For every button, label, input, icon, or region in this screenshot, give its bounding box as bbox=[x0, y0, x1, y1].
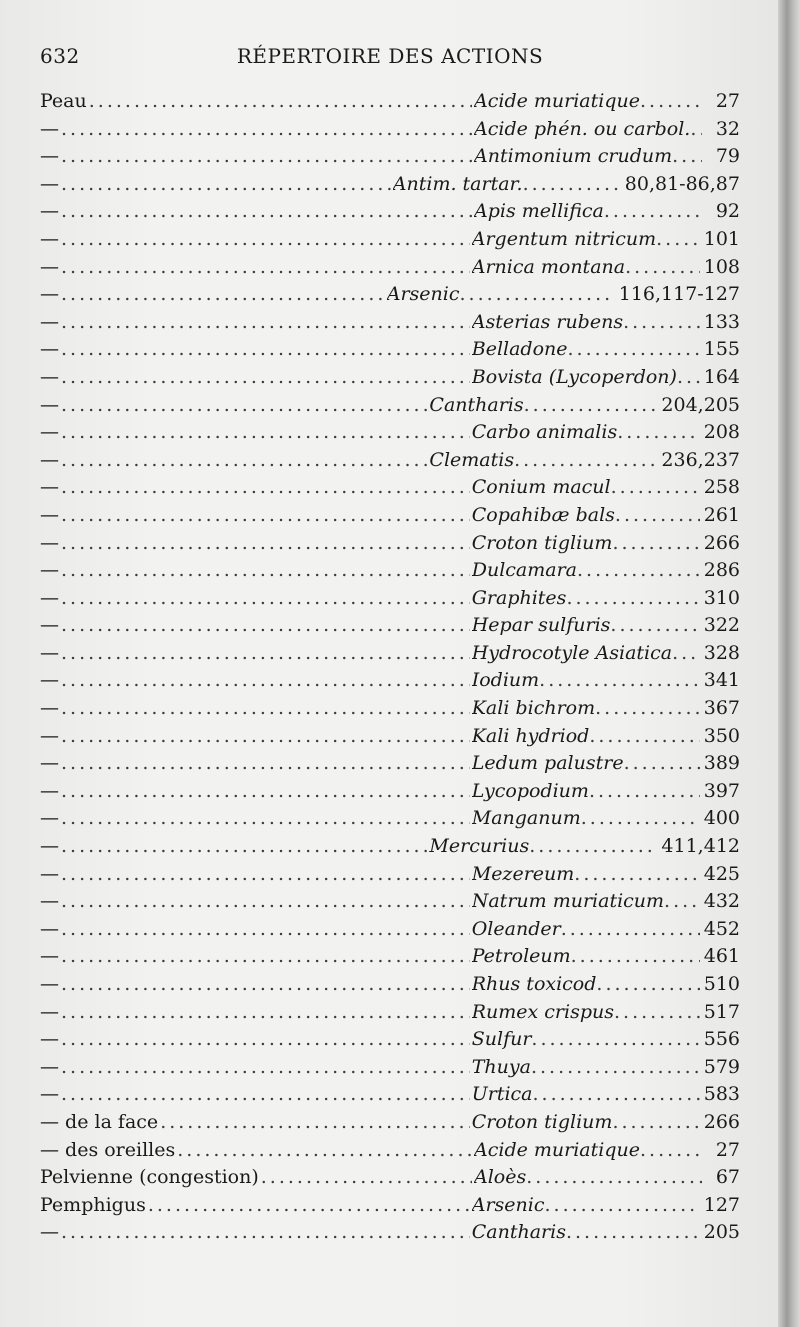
index-entry bbox=[40, 971, 740, 999]
dot-leader bbox=[589, 778, 700, 806]
dot-leader bbox=[261, 1164, 472, 1192]
entry-term: — bbox=[40, 283, 59, 306]
entry-term: — bbox=[40, 724, 59, 747]
index-entry bbox=[40, 254, 740, 282]
index-entry bbox=[40, 1081, 740, 1109]
index-entry bbox=[40, 640, 740, 668]
index-entry bbox=[40, 364, 740, 392]
entry-remedy bbox=[474, 116, 702, 144]
remedy-name: Kali hydriod bbox=[471, 724, 590, 747]
remedy-name: Arsenic bbox=[471, 1193, 545, 1216]
dot-leader bbox=[61, 392, 427, 420]
dot-leader bbox=[566, 1219, 700, 1247]
dot-leader bbox=[589, 723, 699, 751]
dot-leader bbox=[640, 1137, 702, 1165]
dot-leader bbox=[61, 254, 470, 282]
remedy-name: Croton tiglium bbox=[471, 1110, 613, 1133]
index-entry bbox=[40, 392, 740, 420]
entry-remedy bbox=[472, 1026, 700, 1054]
dot-leader bbox=[640, 88, 702, 116]
dot-leader bbox=[656, 226, 700, 254]
entry-term: — bbox=[40, 145, 59, 168]
entry-remedy bbox=[472, 1192, 700, 1220]
index-entry bbox=[40, 557, 740, 585]
dot-leader bbox=[61, 667, 470, 695]
entry-remedy bbox=[474, 143, 702, 171]
remedy-name: Dulcamara bbox=[471, 559, 578, 582]
dot-leader bbox=[61, 695, 470, 723]
remedy-name: Graphites bbox=[471, 586, 567, 609]
dot-leader bbox=[61, 640, 470, 668]
entry-remedy bbox=[472, 667, 700, 695]
entry-term: — bbox=[40, 917, 59, 940]
index-entry bbox=[40, 309, 740, 337]
entry-pages: 389 bbox=[703, 752, 740, 775]
remedy-name: Thuya bbox=[471, 1055, 531, 1078]
remedy-name: Bovista (Lycoperdon) bbox=[471, 365, 677, 388]
dot-leader bbox=[611, 474, 700, 502]
entry-remedy bbox=[472, 336, 700, 364]
remedy-name: Antimonium crudum bbox=[474, 145, 673, 168]
entry-remedy bbox=[472, 309, 700, 337]
index-entry bbox=[40, 943, 740, 971]
entry-remedy bbox=[474, 1137, 702, 1165]
dot-leader bbox=[612, 1109, 699, 1137]
dot-leader bbox=[677, 364, 700, 392]
entry-pages: 164 bbox=[703, 365, 740, 388]
dot-leader bbox=[545, 1192, 700, 1220]
dot-leader bbox=[61, 557, 470, 585]
dot-leader bbox=[61, 888, 470, 916]
remedy-name: Hepar sulfuris bbox=[471, 614, 611, 637]
index-entry bbox=[40, 226, 740, 254]
entry-term: — bbox=[40, 973, 59, 995]
remedy-name: Croton tiglium bbox=[471, 531, 613, 554]
dot-leader bbox=[61, 778, 470, 806]
remedy-name: Conium macul bbox=[471, 476, 611, 499]
dot-leader bbox=[61, 116, 472, 144]
dot-leader bbox=[690, 116, 702, 144]
remedy-name: Argentum nitricum bbox=[471, 227, 657, 250]
entry-remedy bbox=[472, 999, 700, 1027]
entry-pages: 266 bbox=[703, 1110, 740, 1133]
entry-remedy bbox=[472, 695, 700, 723]
entry-term: — bbox=[40, 945, 59, 968]
entry-remedy bbox=[472, 750, 700, 778]
remedy-name: Belladone bbox=[471, 338, 568, 361]
page-number: 632 bbox=[40, 44, 80, 68]
dot-leader bbox=[61, 447, 427, 475]
entry-term: — bbox=[40, 669, 59, 692]
entry-pages: 101 bbox=[703, 227, 740, 250]
entry-term: — bbox=[40, 1083, 59, 1106]
dot-leader bbox=[531, 1026, 699, 1054]
entry-term: — bbox=[40, 779, 59, 802]
dot-leader bbox=[61, 474, 470, 502]
remedy-name: Rhus toxicod bbox=[471, 973, 597, 995]
entry-term: — bbox=[40, 448, 59, 471]
dot-leader bbox=[526, 1164, 702, 1192]
dot-leader bbox=[61, 861, 470, 889]
entry-term: Peau bbox=[40, 90, 87, 112]
entry-pages: 236,237 bbox=[661, 448, 740, 471]
remedy-name: Aloès bbox=[474, 1166, 527, 1189]
entry-pages: 510 bbox=[703, 973, 740, 995]
entry-remedy bbox=[472, 1109, 700, 1137]
entry-pages: 67 bbox=[715, 1166, 740, 1189]
dot-leader bbox=[539, 667, 700, 695]
entry-pages: 328 bbox=[703, 641, 740, 664]
entry-pages: 411,412 bbox=[661, 835, 740, 858]
remedy-name: Asterias rubens bbox=[471, 310, 624, 333]
dot-leader bbox=[61, 309, 470, 337]
index-entry bbox=[40, 530, 740, 558]
dot-leader bbox=[61, 530, 470, 558]
remedy-name: Clematis bbox=[429, 448, 515, 471]
entry-term: — bbox=[40, 559, 59, 582]
index-entry bbox=[40, 171, 740, 199]
dot-leader bbox=[581, 805, 700, 833]
entry-remedy bbox=[472, 971, 700, 999]
entry-pages: 32 bbox=[715, 117, 740, 140]
entry-remedy bbox=[429, 392, 657, 420]
dot-leader bbox=[624, 750, 700, 778]
dot-leader bbox=[61, 198, 472, 226]
index-entry bbox=[40, 667, 740, 695]
index-entry bbox=[40, 116, 740, 144]
entry-pages: 400 bbox=[703, 807, 740, 830]
dot-leader bbox=[61, 723, 470, 751]
dot-leader bbox=[533, 1081, 700, 1109]
dot-leader bbox=[595, 695, 700, 723]
entry-remedy bbox=[472, 226, 700, 254]
entry-remedy bbox=[472, 474, 700, 502]
dot-leader bbox=[61, 999, 470, 1027]
remedy-name: Cantharis bbox=[471, 1221, 566, 1244]
index-entry bbox=[40, 198, 740, 226]
dot-leader bbox=[61, 1219, 470, 1247]
remedy-name: Mercurius bbox=[429, 835, 530, 858]
entry-term: — bbox=[40, 890, 59, 913]
entry-pages: 204,205 bbox=[661, 393, 740, 416]
entry-pages: 461 bbox=[703, 945, 740, 968]
dot-leader bbox=[61, 226, 470, 254]
entry-term: — bbox=[40, 862, 59, 885]
dot-leader bbox=[61, 336, 470, 364]
index-entry bbox=[40, 805, 740, 833]
entry-remedy bbox=[472, 805, 700, 833]
dot-leader bbox=[604, 198, 702, 226]
index-entry bbox=[40, 833, 740, 861]
remedy-name: Sulfur bbox=[471, 1028, 532, 1051]
entry-term: — bbox=[40, 807, 59, 830]
entry-pages: 27 bbox=[715, 1138, 740, 1161]
entry-remedy bbox=[472, 419, 700, 447]
entry-term: — bbox=[40, 586, 59, 609]
entry-pages: 116,117-127 bbox=[618, 283, 740, 306]
entry-term: — des oreilles bbox=[40, 1138, 176, 1161]
index-entry bbox=[40, 1192, 740, 1220]
remedy-name: Urtica bbox=[471, 1083, 533, 1106]
index-entry bbox=[40, 1137, 740, 1165]
entry-term: — bbox=[40, 697, 59, 720]
dot-leader bbox=[61, 943, 470, 971]
entry-term: — bbox=[40, 503, 59, 526]
dot-leader bbox=[61, 1026, 470, 1054]
dot-leader bbox=[672, 640, 700, 668]
remedy-name: Copahibæ bals bbox=[471, 503, 615, 526]
dot-leader bbox=[524, 392, 658, 420]
entry-pages: 258 bbox=[703, 476, 740, 499]
dot-leader bbox=[61, 585, 470, 613]
book-binding-edge bbox=[778, 0, 800, 1327]
entry-pages: 80,81-86,87 bbox=[624, 172, 740, 195]
dot-leader bbox=[61, 502, 470, 530]
remedy-name: Manganum bbox=[471, 807, 581, 830]
running-title: RÉPERTOIRE DES ACTIONS bbox=[236, 44, 544, 68]
entry-term: — bbox=[40, 172, 59, 195]
entry-remedy bbox=[472, 640, 700, 668]
remedy-name: Arnica montana bbox=[471, 255, 626, 278]
entry-remedy bbox=[472, 612, 700, 640]
entry-term: — bbox=[40, 1221, 59, 1244]
index-entry bbox=[40, 999, 740, 1027]
remedy-name: Cantharis bbox=[429, 393, 524, 416]
entry-pages: 432 bbox=[703, 890, 740, 913]
entry-remedy bbox=[472, 1054, 700, 1082]
dot-leader bbox=[617, 419, 700, 447]
entry-pages: 205 bbox=[703, 1221, 740, 1244]
entry-term: — bbox=[40, 1055, 59, 1078]
dot-leader bbox=[596, 971, 699, 999]
index-entry bbox=[40, 612, 740, 640]
entry-pages: 350 bbox=[703, 724, 740, 747]
entry-pages: 397 bbox=[703, 779, 740, 802]
index-entry bbox=[40, 1109, 740, 1137]
entry-pages: 286 bbox=[703, 559, 740, 582]
entry-remedy bbox=[472, 1081, 700, 1109]
remedy-name: Acide phén. ou carbol. bbox=[474, 117, 691, 140]
dot-leader bbox=[61, 281, 385, 309]
dot-leader bbox=[566, 585, 699, 613]
entry-pages: 79 bbox=[715, 145, 740, 168]
remedy-name: Kali bichrom bbox=[471, 697, 596, 720]
dot-leader bbox=[571, 943, 700, 971]
dot-leader bbox=[614, 999, 700, 1027]
index-entry bbox=[40, 1219, 740, 1247]
entry-pages: 452 bbox=[703, 917, 740, 940]
entry-pages: 133 bbox=[703, 310, 740, 333]
dot-leader bbox=[61, 916, 470, 944]
dot-leader bbox=[61, 612, 470, 640]
index-entry bbox=[40, 1026, 740, 1054]
dot-leader bbox=[672, 143, 702, 171]
entry-pages: 341 bbox=[703, 669, 740, 692]
entry-term: Pemphigus bbox=[40, 1193, 146, 1216]
entry-pages: 155 bbox=[703, 338, 740, 361]
index-entry bbox=[40, 585, 740, 613]
dot-leader bbox=[610, 612, 699, 640]
dot-leader bbox=[460, 281, 615, 309]
entry-term: — bbox=[40, 1000, 59, 1023]
entry-pages: 208 bbox=[703, 421, 740, 444]
entry-term: — bbox=[40, 614, 59, 637]
index-entry bbox=[40, 750, 740, 778]
entry-remedy bbox=[474, 1164, 702, 1192]
entry-pages: 310 bbox=[703, 586, 740, 609]
entry-remedy bbox=[472, 557, 700, 585]
index-entry bbox=[40, 861, 740, 889]
remedy-name: Carbo animalis bbox=[471, 421, 618, 444]
remedy-name: Lycopodium bbox=[471, 779, 589, 802]
dot-leader bbox=[623, 309, 700, 337]
entry-remedy bbox=[472, 530, 700, 558]
index-entry bbox=[40, 502, 740, 530]
entry-remedy bbox=[429, 447, 657, 475]
dot-leader bbox=[61, 364, 470, 392]
dot-leader bbox=[523, 171, 621, 199]
index-entry bbox=[40, 1054, 740, 1082]
entry-pages: 266 bbox=[703, 531, 740, 554]
entry-remedy bbox=[474, 88, 702, 116]
entry-term: — bbox=[40, 641, 59, 664]
dot-leader bbox=[61, 419, 470, 447]
entry-remedy bbox=[472, 1219, 700, 1247]
dot-leader bbox=[148, 1192, 470, 1220]
entry-term: — bbox=[40, 476, 59, 499]
entry-remedy bbox=[472, 778, 700, 806]
dot-leader bbox=[612, 530, 699, 558]
entry-term: — bbox=[40, 310, 59, 333]
dot-leader bbox=[531, 1054, 700, 1082]
entry-pages: 556 bbox=[703, 1028, 740, 1051]
remedy-name: Hydrocotyle Asiatica bbox=[471, 641, 673, 664]
dot-leader bbox=[664, 888, 700, 916]
page-header bbox=[40, 44, 740, 76]
entry-remedy bbox=[472, 916, 700, 944]
index-entry bbox=[40, 723, 740, 751]
entry-term: — bbox=[40, 365, 59, 388]
dot-leader bbox=[574, 861, 699, 889]
entry-pages: 425 bbox=[703, 862, 740, 885]
dot-leader bbox=[160, 1109, 470, 1137]
entry-remedy bbox=[474, 198, 702, 226]
index-entries bbox=[40, 88, 740, 1247]
dot-leader bbox=[61, 1081, 470, 1109]
remedy-name: Mezereum bbox=[471, 862, 575, 885]
index-entry bbox=[40, 778, 740, 806]
index-entry bbox=[40, 474, 740, 502]
entry-pages: 579 bbox=[703, 1055, 740, 1078]
entry-remedy bbox=[472, 943, 700, 971]
remedy-name: Petroleum bbox=[471, 945, 571, 968]
dot-leader bbox=[577, 557, 700, 585]
index-entry bbox=[40, 419, 740, 447]
entry-pages: 108 bbox=[703, 255, 740, 278]
dot-leader bbox=[61, 971, 470, 999]
dot-leader bbox=[529, 833, 657, 861]
dot-leader bbox=[615, 502, 700, 530]
entry-term: — bbox=[40, 255, 59, 278]
index-entry bbox=[40, 143, 740, 171]
dot-leader bbox=[568, 336, 700, 364]
remedy-name: Acide muriatique bbox=[474, 1138, 640, 1161]
entry-remedy bbox=[472, 502, 700, 530]
entry-term: — de la face bbox=[40, 1110, 159, 1133]
dot-leader bbox=[61, 833, 427, 861]
entry-remedy bbox=[472, 364, 700, 392]
entry-term: — bbox=[40, 117, 59, 140]
index-entry bbox=[40, 695, 740, 723]
dot-leader bbox=[625, 254, 700, 282]
remedy-name: Arsenic bbox=[386, 283, 460, 306]
entry-remedy bbox=[393, 171, 621, 199]
remedy-name: Ledum palustre bbox=[471, 752, 624, 775]
entry-remedy bbox=[472, 888, 700, 916]
entry-term: — bbox=[40, 752, 59, 775]
entry-remedy bbox=[472, 861, 700, 889]
entry-pages: 127 bbox=[703, 1193, 740, 1216]
entry-remedy bbox=[472, 585, 700, 613]
entry-term: — bbox=[40, 835, 59, 858]
entry-term: — bbox=[40, 227, 59, 250]
entry-pages: 367 bbox=[703, 697, 740, 720]
dot-leader bbox=[89, 88, 472, 116]
remedy-name: Apis mellifica bbox=[474, 200, 604, 223]
dot-leader bbox=[61, 750, 470, 778]
entry-pages: 322 bbox=[703, 614, 740, 637]
entry-remedy bbox=[429, 833, 657, 861]
dot-leader bbox=[561, 916, 700, 944]
entry-pages: 583 bbox=[703, 1083, 740, 1106]
remedy-name: Antim. tartar. bbox=[392, 172, 523, 195]
remedy-name: Rumex crispus bbox=[471, 1000, 614, 1023]
dot-leader bbox=[514, 447, 657, 475]
dot-leader bbox=[177, 1137, 472, 1165]
entry-pages: 92 bbox=[715, 200, 740, 223]
remedy-name: Acide muriatique bbox=[474, 90, 640, 112]
index-entry bbox=[40, 888, 740, 916]
entry-pages: 27 bbox=[715, 90, 740, 112]
entry-term: — bbox=[40, 393, 59, 416]
remedy-name: Oleander bbox=[471, 917, 561, 940]
entry-term: — bbox=[40, 421, 59, 444]
dot-leader bbox=[61, 171, 391, 199]
entry-remedy bbox=[387, 281, 615, 309]
entry-term: Pelvienne (congestion) bbox=[40, 1166, 259, 1189]
entry-term: — bbox=[40, 1028, 59, 1051]
index-entry bbox=[40, 281, 740, 309]
dot-leader bbox=[61, 805, 470, 833]
entry-term: — bbox=[40, 531, 59, 554]
remedy-name: Natrum muriaticum bbox=[471, 890, 665, 913]
index-entry bbox=[40, 1164, 740, 1192]
index-entry bbox=[40, 336, 740, 364]
index-entry bbox=[40, 916, 740, 944]
entry-remedy bbox=[472, 254, 700, 282]
dot-leader bbox=[61, 1054, 470, 1082]
entry-remedy bbox=[472, 723, 700, 751]
entry-term: — bbox=[40, 338, 59, 361]
entry-term: — bbox=[40, 200, 59, 223]
remedy-name: Iodium bbox=[471, 669, 540, 692]
index-entry bbox=[40, 88, 740, 116]
entry-pages: 517 bbox=[703, 1000, 740, 1023]
dot-leader bbox=[61, 143, 472, 171]
index-entry bbox=[40, 447, 740, 475]
entry-pages: 261 bbox=[703, 503, 740, 526]
